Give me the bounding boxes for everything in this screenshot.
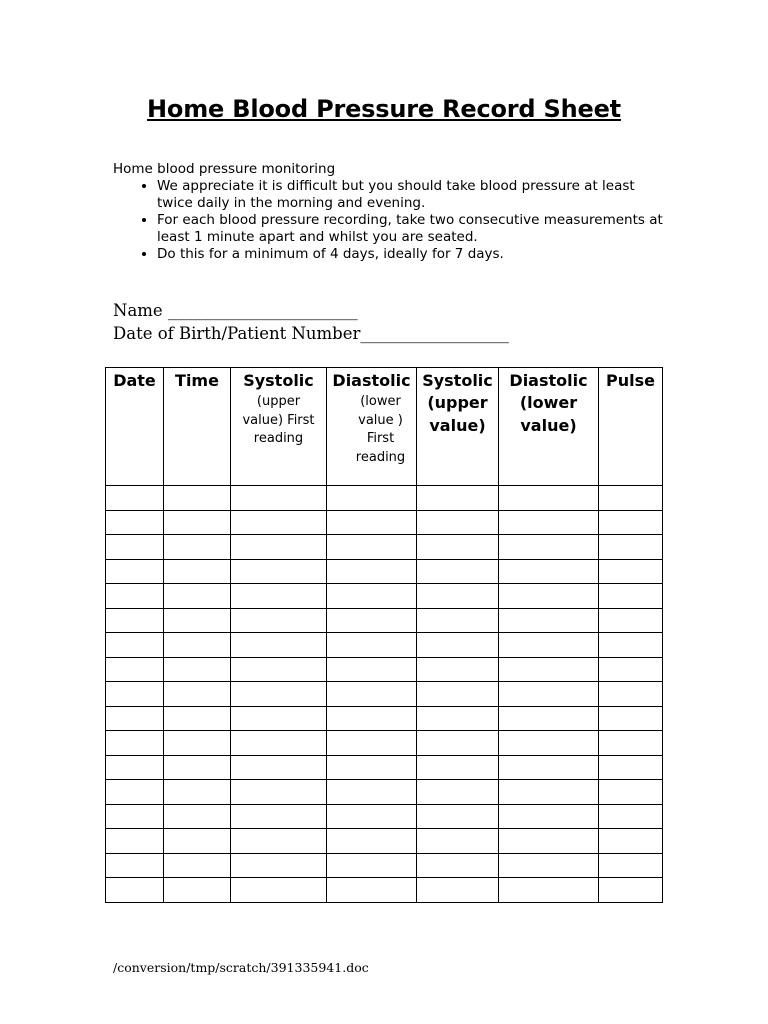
table-cell[interactable]	[327, 608, 417, 633]
table-cell[interactable]	[599, 706, 663, 731]
table-cell[interactable]	[327, 804, 417, 829]
table-cell[interactable]	[327, 559, 417, 584]
table-cell[interactable]	[231, 804, 327, 829]
table-cell[interactable]	[231, 633, 327, 658]
table-cell[interactable]	[499, 780, 599, 805]
table-cell[interactable]	[599, 633, 663, 658]
table-cell[interactable]	[599, 780, 663, 805]
table-header-row	[106, 368, 663, 486]
table-cell[interactable]	[164, 755, 231, 780]
table-cell[interactable]	[499, 535, 599, 560]
table-cell[interactable]	[106, 486, 164, 511]
table-cell[interactable]	[106, 878, 164, 903]
table-cell[interactable]	[599, 535, 663, 560]
table-cell[interactable]	[327, 584, 417, 609]
table-cell[interactable]	[231, 829, 327, 854]
table-body	[106, 486, 663, 903]
table-cell[interactable]	[417, 829, 499, 854]
table-cell[interactable]	[231, 559, 327, 584]
table-row	[106, 633, 663, 658]
table-cell[interactable]	[417, 706, 499, 731]
table-cell[interactable]	[231, 510, 327, 535]
table-cell[interactable]	[417, 535, 499, 560]
footer-file-path: /conversion/tmp/scratch/391335941.doc	[113, 960, 369, 975]
table-cell[interactable]	[499, 608, 599, 633]
table-cell[interactable]	[417, 608, 499, 633]
table-cell[interactable]	[599, 657, 663, 682]
table-cell[interactable]	[599, 829, 663, 854]
instruction-item: • For each blood pressure recording, take two consecutive measurements at least 1 minute apart and whilst you are seated.	[157, 212, 673, 246]
table-cell[interactable]	[499, 682, 599, 707]
table-cell[interactable]	[231, 486, 327, 511]
table-cell[interactable]	[164, 853, 231, 878]
table-cell[interactable]	[106, 829, 164, 854]
table-cell[interactable]	[499, 510, 599, 535]
dob-patient-number-field[interactable]: Date of Birth/Patient Number__________________	[113, 324, 509, 343]
table-cell[interactable]	[599, 853, 663, 878]
table-cell[interactable]	[599, 584, 663, 609]
header-diastolic-second: Diastolic (lower value)	[499, 368, 599, 486]
table-row	[106, 682, 663, 707]
table-cell[interactable]	[231, 755, 327, 780]
table-cell[interactable]	[231, 706, 327, 731]
table-cell[interactable]	[327, 633, 417, 658]
table-cell[interactable]	[499, 657, 599, 682]
table-cell[interactable]	[231, 731, 327, 756]
table-cell[interactable]	[417, 878, 499, 903]
table-cell[interactable]	[231, 853, 327, 878]
table-cell[interactable]	[164, 584, 231, 609]
table-cell[interactable]	[327, 780, 417, 805]
table-row	[106, 755, 663, 780]
table-cell[interactable]	[599, 608, 663, 633]
instruction-item: • We appreciate it is difficult but you should take blood pressure at least twice daily in the morning and evening.	[157, 178, 673, 212]
table-cell[interactable]	[106, 559, 164, 584]
name-field[interactable]: Name _______________________	[113, 301, 358, 320]
table-cell[interactable]	[599, 559, 663, 584]
header-pulse: Pulse	[599, 368, 663, 486]
table-cell[interactable]	[417, 486, 499, 511]
table-cell[interactable]	[327, 535, 417, 560]
patient-fields	[113, 299, 509, 345]
table-cell[interactable]	[327, 878, 417, 903]
table-row	[106, 780, 663, 805]
table-cell[interactable]	[164, 804, 231, 829]
header-diastolic-first: Diastolic (lower value ) First reading	[327, 368, 417, 486]
table-cell[interactable]	[599, 510, 663, 535]
table-cell[interactable]	[499, 829, 599, 854]
table-cell[interactable]	[106, 510, 164, 535]
table-cell[interactable]	[417, 731, 499, 756]
table-cell[interactable]	[599, 755, 663, 780]
header-systolic-first: Systolic (upper value) First reading	[231, 368, 327, 486]
table-cell[interactable]	[106, 780, 164, 805]
table-cell[interactable]	[231, 657, 327, 682]
table-cell[interactable]	[164, 878, 231, 903]
table-cell[interactable]	[164, 510, 231, 535]
table-cell[interactable]	[599, 486, 663, 511]
table-cell[interactable]	[164, 559, 231, 584]
table-cell[interactable]	[327, 731, 417, 756]
table-cell[interactable]	[164, 682, 231, 707]
table-cell[interactable]	[499, 804, 599, 829]
table-cell[interactable]	[164, 657, 231, 682]
table-cell[interactable]	[417, 682, 499, 707]
table-cell[interactable]	[417, 755, 499, 780]
table-row	[106, 804, 663, 829]
table-cell[interactable]	[499, 559, 599, 584]
instruction-item: • Do this for a minimum of 4 days, ideally for 7 days.	[157, 246, 673, 263]
table-cell[interactable]	[327, 755, 417, 780]
table-cell[interactable]	[231, 878, 327, 903]
table-cell[interactable]	[164, 731, 231, 756]
table-cell[interactable]	[417, 804, 499, 829]
table-row	[106, 657, 663, 682]
table-cell[interactable]	[106, 853, 164, 878]
table-cell[interactable]	[327, 657, 417, 682]
table-cell[interactable]	[327, 486, 417, 511]
table-cell[interactable]	[106, 804, 164, 829]
table-row	[106, 829, 663, 854]
table-cell[interactable]	[499, 853, 599, 878]
table-row	[106, 878, 663, 903]
table-cell[interactable]	[327, 706, 417, 731]
table-row	[106, 584, 663, 609]
table-cell[interactable]	[231, 780, 327, 805]
intro-section	[113, 161, 673, 263]
table-cell[interactable]	[327, 829, 417, 854]
table-cell[interactable]	[499, 584, 599, 609]
table-cell[interactable]	[499, 755, 599, 780]
table-cell[interactable]	[106, 584, 164, 609]
intro-heading: Home blood pressure monitoring	[113, 161, 336, 177]
table-cell[interactable]	[499, 878, 599, 903]
table-cell[interactable]	[106, 657, 164, 682]
table-cell[interactable]	[599, 804, 663, 829]
table-cell[interactable]	[599, 682, 663, 707]
table-cell[interactable]	[106, 608, 164, 633]
table-cell[interactable]	[106, 535, 164, 560]
table-cell[interactable]	[164, 486, 231, 511]
table-cell[interactable]	[327, 853, 417, 878]
table-cell[interactable]	[417, 584, 499, 609]
table-cell[interactable]	[106, 682, 164, 707]
table-cell[interactable]	[499, 633, 599, 658]
table-cell[interactable]	[499, 731, 599, 756]
table-cell[interactable]	[599, 878, 663, 903]
table-cell[interactable]	[164, 535, 231, 560]
table-row	[106, 706, 663, 731]
table-row	[106, 510, 663, 535]
table-row	[106, 731, 663, 756]
table-cell[interactable]	[499, 486, 599, 511]
table-cell[interactable]	[327, 682, 417, 707]
table-cell[interactable]	[231, 682, 327, 707]
table-cell[interactable]	[106, 706, 164, 731]
table-cell[interactable]	[164, 608, 231, 633]
table-cell[interactable]	[231, 608, 327, 633]
table-cell[interactable]	[106, 633, 164, 658]
table-cell[interactable]	[164, 633, 231, 658]
table-row	[106, 486, 663, 511]
table-cell[interactable]	[417, 510, 499, 535]
header-date: Date	[106, 368, 164, 486]
table-row	[106, 559, 663, 584]
table-cell[interactable]	[231, 584, 327, 609]
table-cell[interactable]	[417, 633, 499, 658]
table-cell[interactable]	[164, 829, 231, 854]
table-cell[interactable]	[499, 706, 599, 731]
bp-record-table	[105, 367, 663, 903]
table-row	[106, 608, 663, 633]
table-cell[interactable]	[164, 706, 231, 731]
table-cell[interactable]	[417, 559, 499, 584]
table-cell[interactable]	[106, 755, 164, 780]
table-cell[interactable]	[599, 731, 663, 756]
table-cell[interactable]	[417, 657, 499, 682]
table-cell[interactable]	[164, 780, 231, 805]
table-cell[interactable]	[417, 853, 499, 878]
instruction-list	[113, 178, 673, 263]
table-row	[106, 853, 663, 878]
table-cell[interactable]	[231, 535, 327, 560]
header-systolic-second: Systolic (upper value)	[417, 368, 499, 486]
header-time: Time	[164, 368, 231, 486]
table-cell[interactable]	[106, 731, 164, 756]
page-title: Home Blood Pressure Record Sheet	[147, 95, 621, 123]
table-cell[interactable]	[327, 510, 417, 535]
table-cell[interactable]	[417, 780, 499, 805]
table-row	[106, 535, 663, 560]
